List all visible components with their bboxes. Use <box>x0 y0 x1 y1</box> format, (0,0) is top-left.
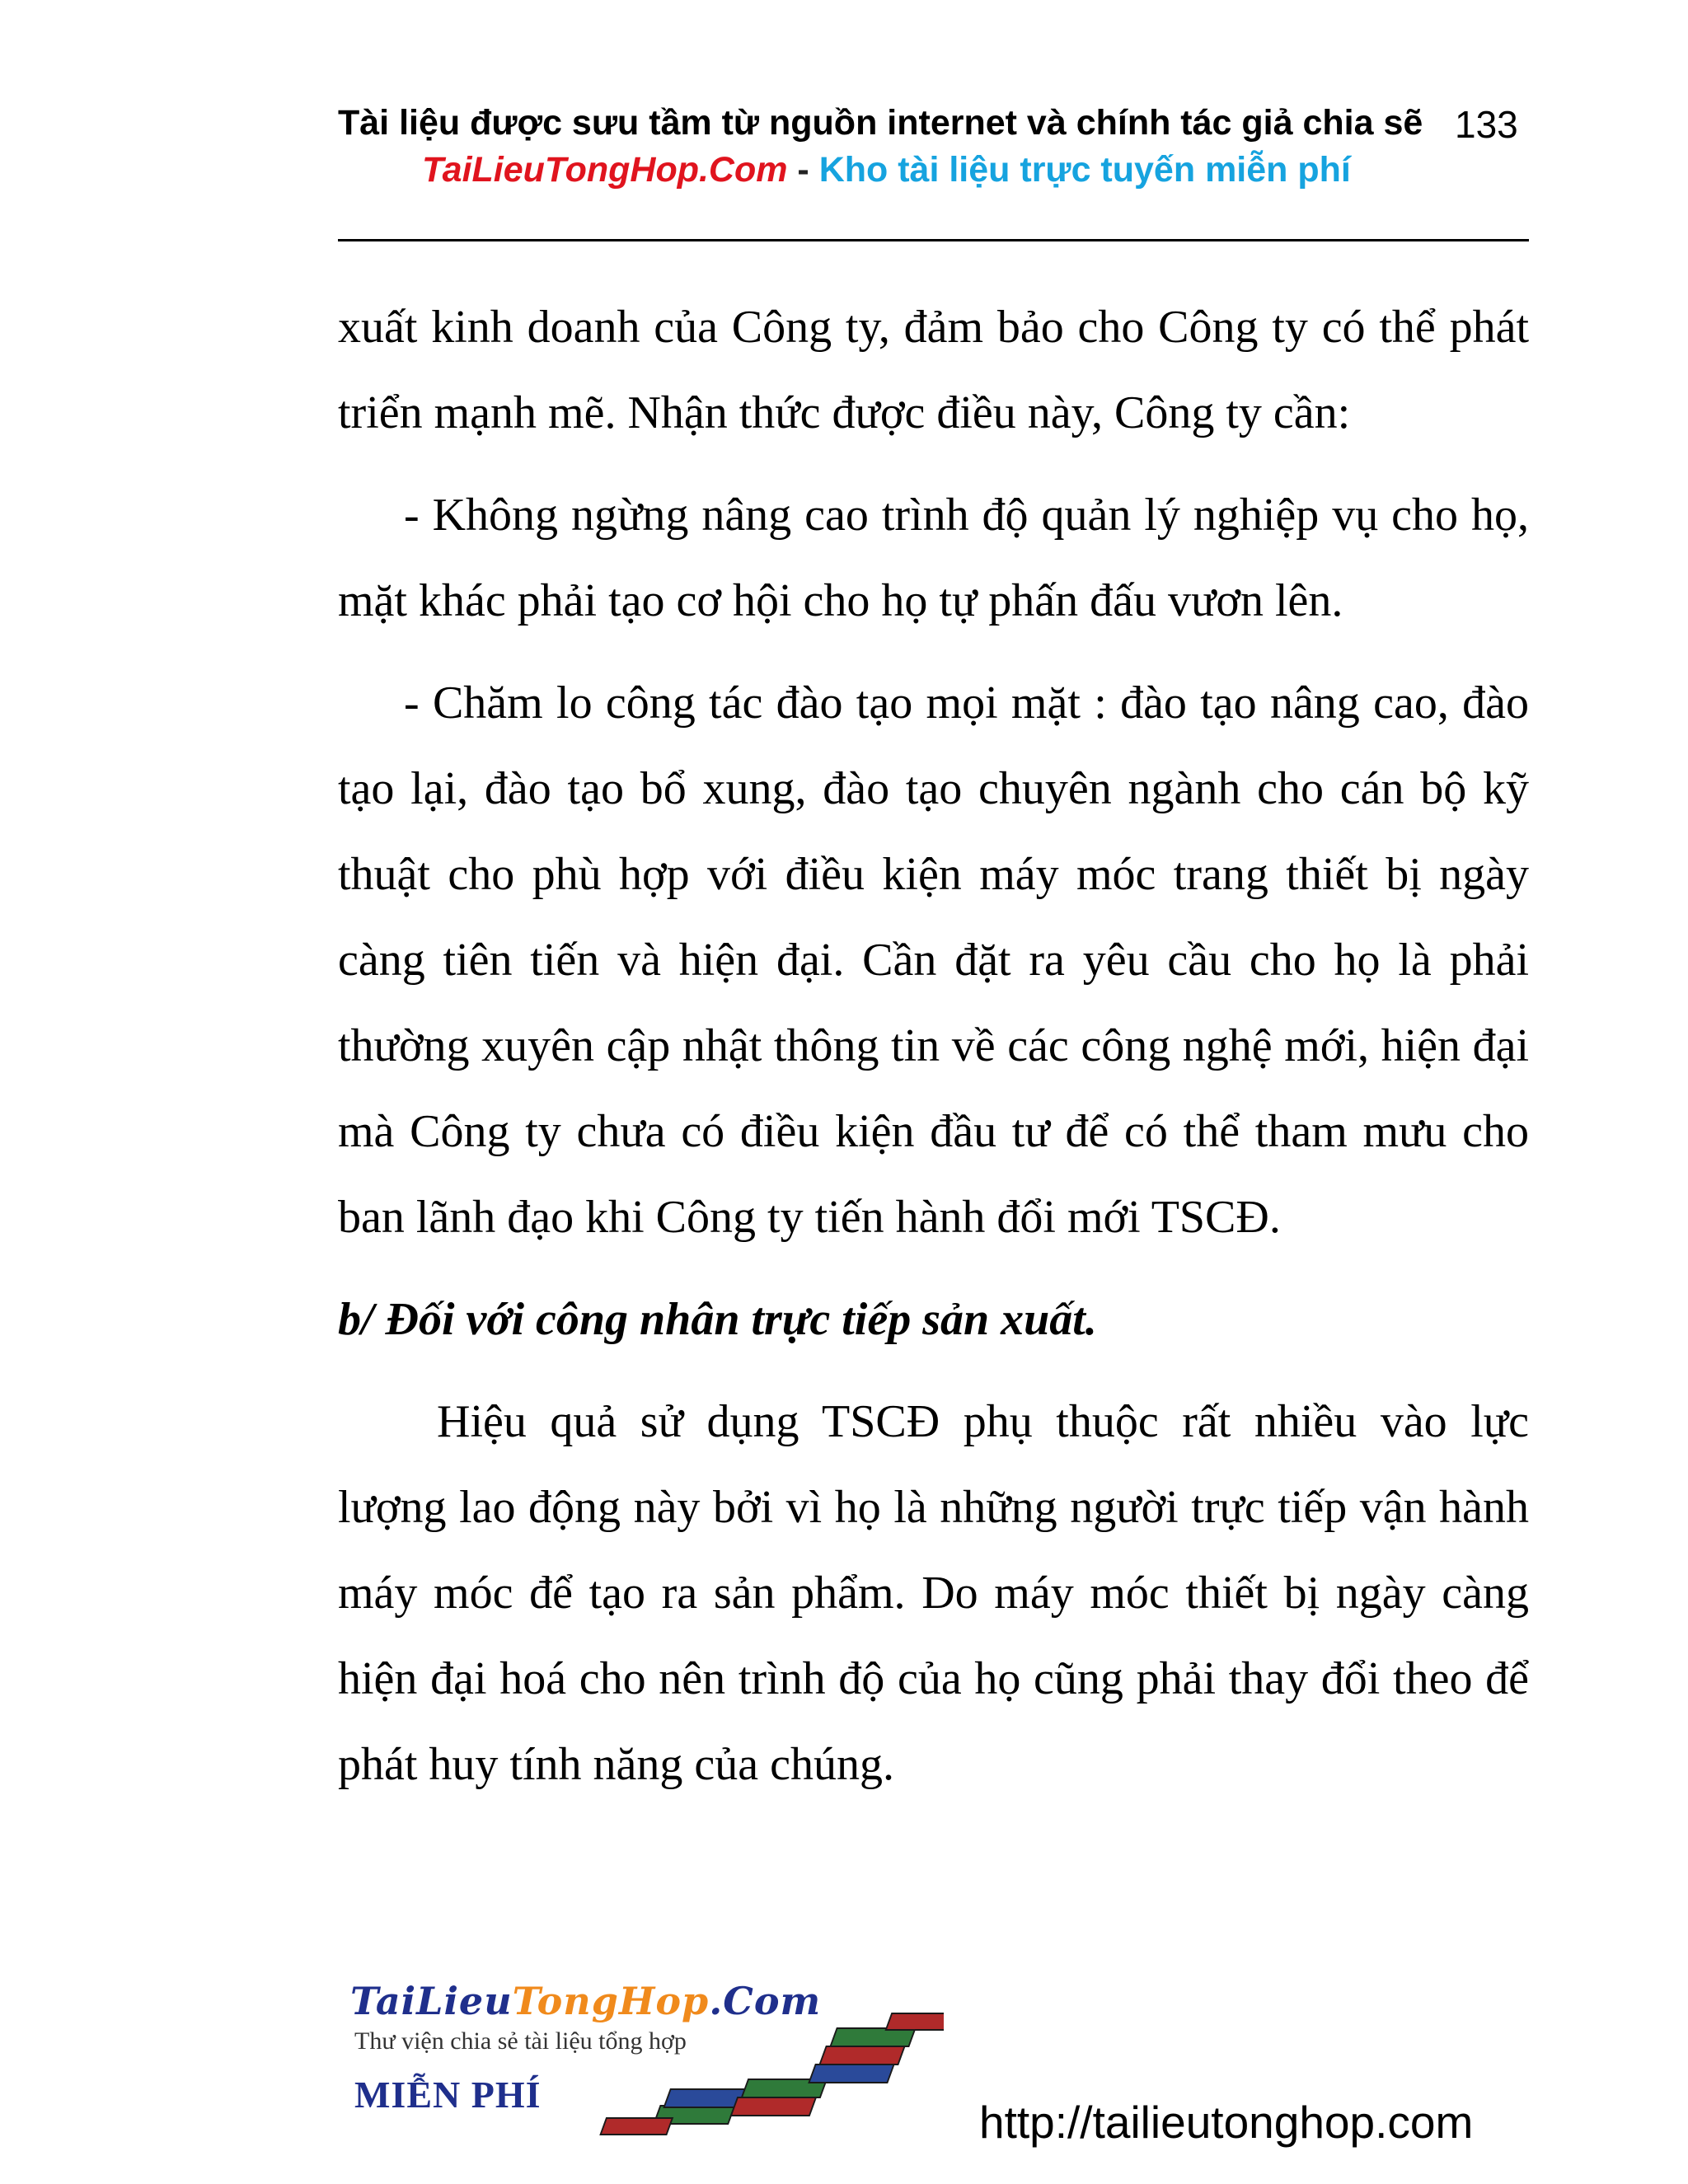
footer-logo[interactable] <box>350 1974 960 2147</box>
bullet-management: - Không ngừng nâng cao trình độ quản lý nghiệp vụ cho họ, mặt khác phải tạo cơ hội cho họ tự phấn đấu vươn lên. <box>338 490 1529 626</box>
paragraph-intro: xuất kinh doanh của Công ty, đảm bảo cho Công ty có thể phát triển mạnh mẽ. Nhận thức được điều này, Công ty cần: <box>338 302 1529 438</box>
bullet-training: - Chăm lo công tác đào tạo mọi mặt : đào tạo nâng cao, đào tạo lại, đào tạo bổ xung, đào tạo chuyên ngành cho cán bộ kỹ thuật cho phù hợp với điều kiện máy móc trang thiết bị ngày càng tiên tiến và hiện đại. Cần đặt ra yêu cầu cho họ là phải thường xuyên cập nhật thông tin về các công nghệ mới, hiện đại mà Công ty chưa có điều kiện đầu tư để có thể tham mưu cho ban lãnh đạo khi Công ty tiến hành đổi mới TSCĐ. <box>338 677 1529 1243</box>
site-tagline: Kho tài liệu trực tuyến miễn phí <box>818 150 1351 190</box>
header-separator: - <box>787 150 819 190</box>
document-body <box>338 284 1529 1807</box>
books-icon <box>598 2007 944 2147</box>
header-site-line <box>422 144 1351 195</box>
header-rule <box>338 239 1529 241</box>
page-number: 133 <box>1455 103 1518 146</box>
logo-subtitle: Thư viện chia sẻ tài liệu tổng hợp <box>354 2027 687 2055</box>
paragraph-workers: Hiệu quả sử dụng TSCĐ phụ thuộc rất nhiều vào lực lượng lao động này bởi vì họ là những người trực tiếp vận hành máy móc để tạo ra sản phẩm. Do máy móc thiết bị ngày càng hiện đại hoá cho nên trình độ của họ cũng phải thay đổi theo để phát huy tính năng của chúng. <box>338 1396 1529 1790</box>
footer-url-link[interactable]: http://tailieutonghop.com <box>979 2097 1474 2148</box>
logo-free-label: MIỄN PHÍ <box>354 2074 542 2116</box>
header-source-note: Tài liệu được sưu tầm từ nguồn internet và chính tác giả chia sẽ <box>338 103 1423 143</box>
site-name-link[interactable]: TaiLieuTongHop.Com <box>422 150 788 190</box>
logo-wordmark: TaiLieuTongHop.Com <box>350 1979 822 2023</box>
section-heading: b/ Đối với công nhân trực tiếp sản xuất. <box>338 1294 1097 1345</box>
